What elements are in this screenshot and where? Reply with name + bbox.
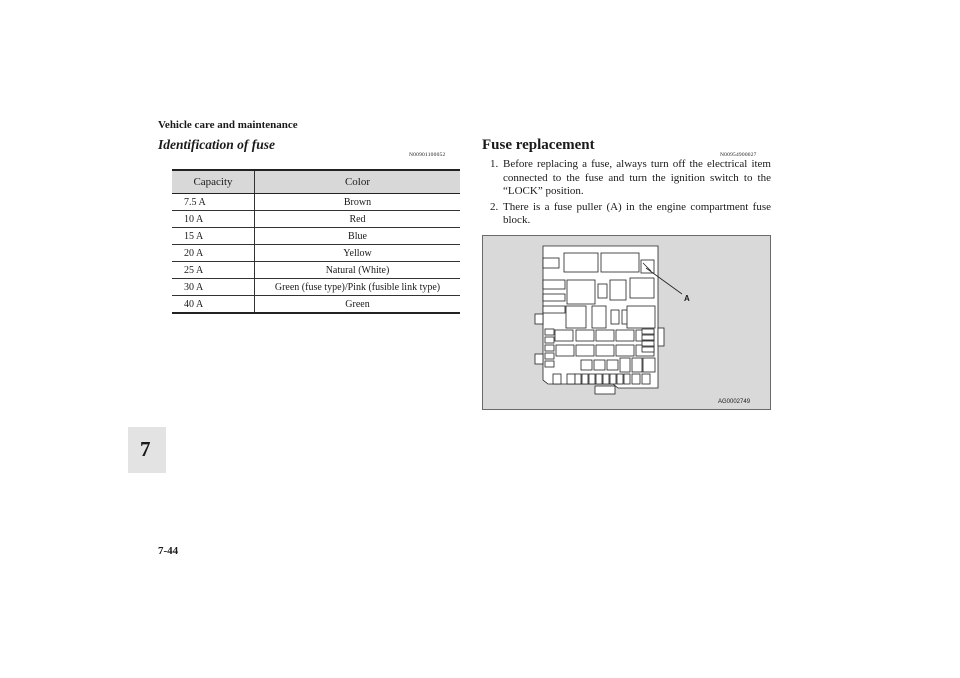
step-number: 1. xyxy=(490,158,499,170)
table-row xyxy=(172,194,460,211)
column-header-capacity: Capacity xyxy=(172,170,255,194)
capacity-cell: 10 A xyxy=(172,211,255,228)
identification-ref-code: N00901100052 xyxy=(409,152,446,158)
fuse-puller-callout: A xyxy=(684,294,690,303)
figure-code: AG0002749 xyxy=(718,399,751,405)
fuse-block-figure xyxy=(482,235,771,410)
capacity-cell: 20 A xyxy=(172,245,255,262)
page-number: 7-44 xyxy=(158,545,179,557)
color-cell: Red xyxy=(255,211,461,228)
step-text: Before replacing a fuse, always turn off the electrical item connected to the fuse and turn the ignition switch to the “LOCK” position. xyxy=(503,158,771,197)
table-row xyxy=(172,245,460,262)
capacity-cell: 15 A xyxy=(172,228,255,245)
capacity-cell: 40 A xyxy=(172,296,255,314)
identification-title: Identification of fuse xyxy=(158,137,275,152)
step-item xyxy=(490,158,771,199)
capacity-cell: 7.5 A xyxy=(172,194,255,211)
table-header-row xyxy=(172,170,460,194)
step-number: 2. xyxy=(490,200,499,213)
capacity-cell: 30 A xyxy=(172,279,255,296)
color-cell: Green xyxy=(255,296,461,314)
replacement-ref-code: N00954900027 xyxy=(720,152,757,158)
column-header-color: Color xyxy=(255,170,461,194)
step-text: There is a fuse puller (A) in the engine compartment fuse block. xyxy=(503,200,771,226)
table-row xyxy=(172,296,460,314)
color-cell: Blue xyxy=(255,228,461,245)
replacement-steps xyxy=(490,158,771,230)
capacity-cell: 25 A xyxy=(172,262,255,279)
replacement-title: Fuse replacement xyxy=(482,137,595,153)
color-cell: Brown xyxy=(255,194,461,211)
fuse-color-table xyxy=(172,169,460,314)
color-cell: Natural (White) xyxy=(255,262,461,279)
table-row xyxy=(172,279,460,296)
table-row xyxy=(172,228,460,245)
color-cell: Yellow xyxy=(255,245,461,262)
fuse-block-illustration xyxy=(483,236,770,409)
color-cell: Green (fuse type)/Pink (fusible link type) xyxy=(255,279,461,296)
chapter-number: 7 xyxy=(140,437,151,461)
running-header: Vehicle care and maintenance xyxy=(158,119,298,131)
table-row xyxy=(172,262,460,279)
table-row xyxy=(172,211,460,228)
step-item xyxy=(490,201,771,228)
